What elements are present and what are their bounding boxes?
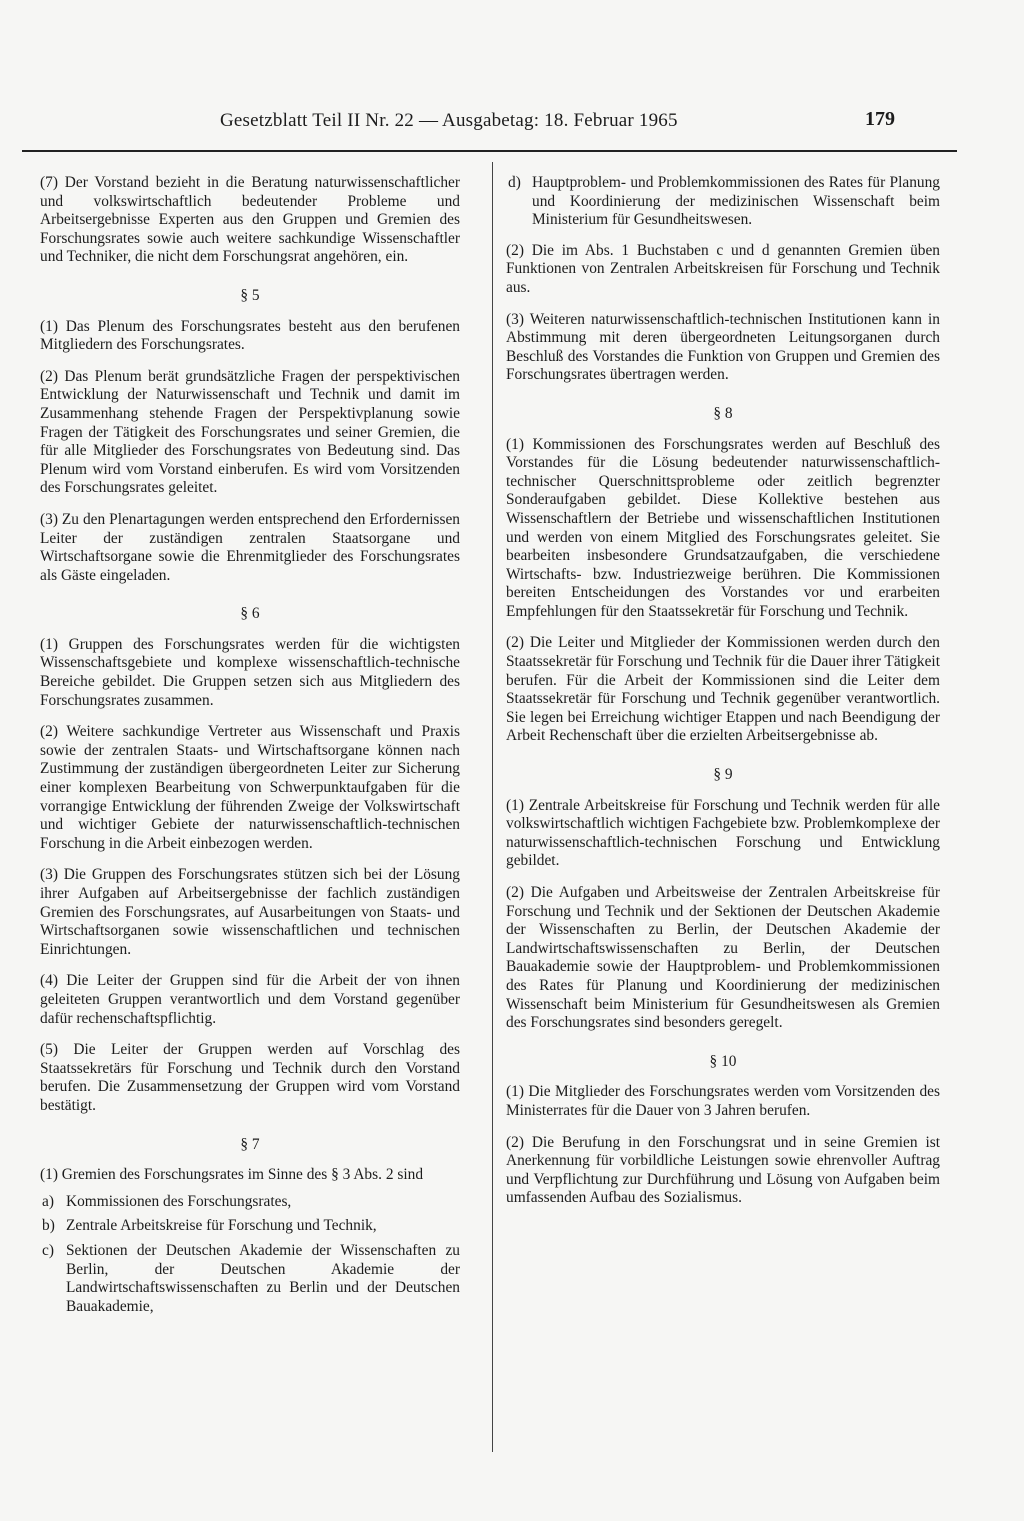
list-marker: b): [42, 1217, 55, 1235]
page-header: [0, 0, 1024, 150]
paragraph-5-1: (1) Das Plenum des Forschungsrates besteht aus den berufenen Mitgliedern des Forschungsrates.: [40, 317, 460, 354]
list-item-text: Kommissionen des Forschungsrates,: [66, 1192, 292, 1210]
section-heading-9: § 9: [713, 766, 733, 784]
list-item-text: Zentrale Arbeitskreise für Forschung und Technik,: [66, 1217, 377, 1235]
paragraph-5-2: (2) Das Plenum berät grundsätzliche Fragen der perspektivischen Entwicklung der Naturwissenschaft und Technik und damit im Zusammenhang stehende Fragen der Perspektivplanung sowie Fragen der Tätigkeit des Forschungsrates und seiner Gremien, die für alle Mitglieder des Forschungsrates von Bedeutung sind. Das Plenum wird vom Vorstand einberufen. Es wird vom Vorsitzenden des Forschungsrates geleitet.: [40, 367, 460, 497]
section-heading-7: § 7: [240, 1135, 260, 1153]
list-item-text: Sektionen der Deutschen Akademie der Wissenschaften zu Berlin, der Deutschen Akademie der Landwirtschaftswissenschaften zu Berlin und der Deutschen Bauakademie,: [66, 1241, 460, 1315]
paragraph-6-3: (3) Die Gruppen des Forschungsrates stützen sich bei der Lösung ihrer Aufgaben auf Arbeitsergebnisse der fachlich zuständigen Gremien des Forschungsrates, auf Ausarbeitungen von Staats- und Wirtschaftsorganen sowie wissenschaftlichen und technischen Einrichtungen.: [40, 866, 460, 958]
paragraph-6-5: (5) Die Leiter der Gruppen werden auf Vorschlag des Staatssekretärs für Forschung und Technik durch den Vorstand berufen. Die Zusammensetzung der Gruppen wird vom Vorstand bestätigt.: [40, 1041, 460, 1114]
header-rule: [22, 150, 957, 152]
list-marker: d): [508, 174, 521, 191]
paragraph-10-2: (2) Die Berufung in den Forschungsrat und in seine Gremien ist Anerkennung für vorbildliche Leistungen sowie ehrenvoller Auftrag und Verpflichtung zur Durchführung und Lösung von Aufgaben beim umfassenden Aufbau des Sozialismus.: [506, 1133, 940, 1207]
list-marker: a): [42, 1192, 54, 1210]
column-divider: [492, 162, 493, 1452]
running-title: Gesetzblatt Teil II Nr. 22 — Ausgabetag: 18. Februar 1965: [220, 110, 678, 131]
section-heading-10: § 10: [709, 1052, 737, 1070]
left-column: [40, 174, 460, 1322]
right-column: [506, 174, 940, 1221]
paragraph-6-2: (2) Weitere sachkundige Vertreter aus Wissenschaft und Praxis sowie der zentralen Staats- und Wirtschaftsorgane können nach Zustimmung der zuständigen übergeordneten Leiter zur Sicherung einer komplexen Bearbeitung von Schwerpunktaufgaben für die vorrangige Entwicklung der führenden Zweige der Volkswirtschaft und wichtiger Gebiete der naturwissenschaftlich-technischen Forschung in die Arbeit einbezogen werden.: [40, 723, 460, 852]
paragraph-10-1: (1) Die Mitglieder des Forschungsrates werden vom Vorsitzenden des Ministerrates für die Dauer von 3 Jahren berufen.: [506, 1083, 940, 1119]
paragraph-9-2: (2) Die Aufgaben und Arbeitsweise der Zentralen Arbeitskreise für Forschung und Technik und der Sektionen der Deutschen Akademie der Wissenschaften zu Berlin, der Deutschen Akademie der Landwirtschaftswissenschaften zu Berlin, der Deutschen Bauakademie sowie der Hauptproblem- und Problemkommissionen des Rates für Planung und Koordinierung der medizinischen Wissenschaft beim Ministerium für Gesundheitswesen als Gremien des Forschungsrates sind besonders geregelt.: [506, 884, 940, 1032]
paragraph-7-1: (1) Gremien des Forschungsrates im Sinne des § 3 Abs. 2 sind: [40, 1166, 424, 1184]
gremien-list: [40, 1193, 460, 1317]
section-heading-5: § 5: [240, 286, 260, 304]
list-item: [40, 1242, 460, 1316]
paragraph-5-3: (3) Zu den Plenartagungen werden entsprechend den Erfordernissen Leiter der zuständigen zentralen Staatsorgane und Wirtschaftsorgane sowie die Ehrenmitglieder des Forschungsrates als Gäste eingeladen.: [40, 510, 460, 584]
paragraph-6-4: (4) Die Leiter der Gruppen sind für die Arbeit der von ihnen geleiteten Gruppen verantwortlich und dem Vorstand gegenüber dafür rechenschaftspflichtig.: [40, 972, 460, 1027]
page-number: 179: [865, 108, 895, 130]
paragraph-7-2: (2) Die im Abs. 1 Buchstaben c und d genannten Gremien üben Funktionen von Zentralen Arbeitskreisen für Forschung und Technik aus.: [506, 241, 940, 296]
paragraph-8-2: (2) Die Leiter und Mitglieder der Kommissionen werden durch den Staatssekretär für Forschung und Technik für die Dauer ihrer Tätigkeit berufen. Für die Arbeit der Kommissionen sind die Leiter dem Staatssekretär für Forschung und Technik gegenüber verantwortlich. Sie legen bei Erreichung wichtiger Etappen und nach Beendigung der Arbeit Rechenschaft über die erzielten Arbeitsergebnisse ab.: [506, 634, 940, 745]
section-heading-6: § 6: [240, 605, 260, 623]
list-item-text: Hauptproblem- und Problemkommissionen des Rates für Planung und Koordinierung der medizinischen Wissenschaft beim Ministerium für Gesundheitswesen.: [532, 174, 940, 229]
paragraph-9-1: (1) Zentrale Arbeitskreise für Forschung und Technik werden für alle volkswirtschaftlich wichtigen Fachgebiete bzw. Problemkomplexe der naturwissenschaftlich-technischen Forschung und Entwicklung gebildet.: [506, 796, 940, 870]
paragraph-4-7: (7) Der Vorstand bezieht in die Beratung naturwissenschaftlicher und volkswirtschaftlich bedeutender Probleme und Arbeitsergebnisse Experten aus den Gruppen und Gremien des Forschungsrates sowie auch weitere sachkundige Wissenschaftler und Techniker, die nicht dem Forschungsrat angehören, ein.: [40, 174, 460, 266]
paragraph-8-1: (1) Kommissionen des Forschungsrates werden auf Beschluß des Vorstandes für die Lösung bedeutender naturwissenschaftlich-technischer Querschnittsprobleme oder zeitlich begrenzter Sonderaufgaben gebildet. Diese Kollektive bestehen aus Wissenschaftlern der Betriebe und wissenschaftlichen Institutionen und werden von einem Mitglied des Forschungsrates geleitet. Sie bearbeiten insbesondere Grundsatzaufgaben, die verschiedene Wirtschafts- bzw. Industriezweige berühren. Die Kommissionen bereiten Entscheidungen des Vorstandes vor und erarbeiten Empfehlungen für den Staatssekretär für Forschung und Technik.: [506, 435, 940, 620]
list-item: [40, 1217, 460, 1236]
gremien-list-continued: [506, 174, 940, 230]
section-heading-8: § 8: [713, 404, 733, 422]
list-marker: c): [42, 1241, 54, 1259]
list-item: [40, 1193, 460, 1212]
paragraph-6-1: (1) Gruppen des Forschungsrates werden für die wichtigsten Wissenschaftsgebiete und komplexe wissenschaftlich-technische Bereiche gebildet. Die Gruppen setzen sich aus Mitgliedern des Forschungsrates zusammen.: [40, 635, 460, 709]
paragraph-7-3: (3) Weiteren naturwissenschaftlich-technischen Institutionen kann in Abstimmung mit deren übergeordneten Leitungsorganen durch Beschluß des Vorstandes die Funktion von Gruppen und Gremien des Forschungsrates übertragen werden.: [506, 310, 940, 384]
list-item: [506, 174, 940, 230]
